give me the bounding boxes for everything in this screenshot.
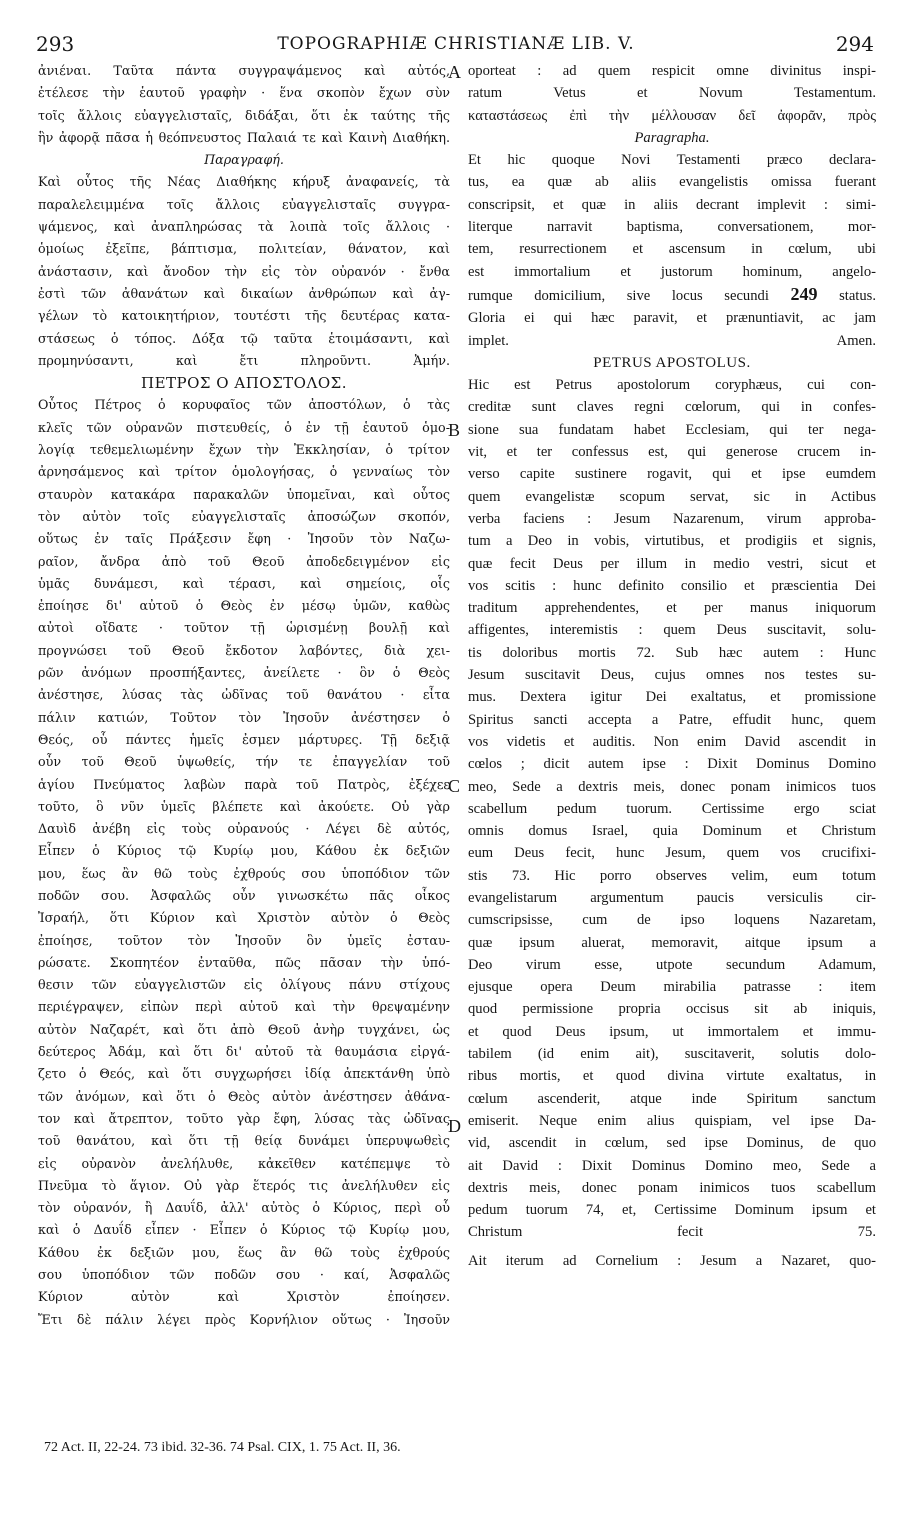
latin-line: Christum fecit 75.	[468, 1224, 876, 1241]
latin-line: traditum apprehendentes, et per manus iniquorum	[468, 600, 876, 617]
latin-line: evangelistarum argumentum paucis versiculis cir-	[468, 889, 876, 906]
greek-line: ΠΕΤΡΟΣ Ο ΑΠΟΣΤΟΛΟΣ.	[141, 374, 347, 393]
greek-line: ἁγίου Πνεύματος λαβὼν παρὰ τοῦ Πατρὸς, ἐξέχεε	[38, 776, 450, 792]
latin-line: quod permissione propria occisus sit ab iniquis,	[468, 1001, 876, 1018]
greek-line: Δαυὶδ ἀνέβη εἰς τοὺς οὐρανούς · Λέγει δὲ αὐτός,	[38, 821, 450, 837]
latin-line: ejusque opera Deum mirabilia patrasse : item	[468, 979, 876, 996]
latin-line: Ait iterum ad Cornelium : Jesum a Nazaret, quo-	[468, 1252, 876, 1269]
latin-line: creditæ sunt claves regni cœlorum, qui in confes-	[468, 399, 876, 416]
greek-line: αὐτοὶ οἴδατε · τοῦτον τῇ ὡρισμένῃ βουλῇ καὶ	[38, 620, 450, 636]
greek-line: ὁμοίως ἐξεῖπε, βάπτισμα, πολιτείαν, θάνατον, καὶ	[38, 241, 450, 257]
greek-line: σου ὑποπόδιον τῶν ποδῶν σου · καί, Ἀσφαλῶς	[38, 1267, 450, 1283]
greek-line: Κάθου ἐκ δεξιῶν μου, ἕως ἂν θῶ τοὺς ἐχθρούς	[38, 1244, 450, 1260]
greek-line: Εἶπεν ὁ Κύριος τῷ Κυρίῳ μου, Κάθου ἐκ δεξιῶν	[38, 843, 450, 859]
page-header	[30, 32, 882, 60]
latin-line: conscripsit, et quæ in aliis decrant implevit : simi-	[468, 196, 876, 213]
latin-line: meo, Sede a dextris meis, donec ponam inimicos tuos	[468, 778, 876, 795]
latin-line: Deo virum esse, utpote secundum Adamum,	[468, 956, 876, 973]
latin-line: cumscripsisse, cum de ipso loquens Nazaretam,	[468, 912, 876, 929]
page-number-right: 294	[835, 32, 874, 56]
latin-line: tem, resurrectionem et ascensum in cœlum, ubi	[468, 241, 876, 258]
greek-line: ποδῶν σου. Ἀσφαλῶς οὖν γινωσκέτω πᾶς οἶκος	[38, 887, 450, 903]
greek-line: καὶ ὁ Δαυΐδ εἶπεν · Εἶπεν ὁ Κύριος τῷ Κυρίῳ μου,	[38, 1222, 450, 1238]
greek-line: περιέγραψεν, εἰπὼν περὶ αὐτοῦ καὶ τὴν θρεψαμένην	[38, 999, 450, 1015]
greek-line: Καὶ οὗτος τῆς Νέας Διαθήκης κήρυξ ἀναφανείς, τὰ	[38, 174, 450, 190]
latin-line: Et hic quoque Novi Testamenti præco declara-	[468, 152, 876, 169]
greek-line: τὸν αὐτὸν τοῖς εὐαγγελισταῖς ἀποσώζων σκοπόν,	[38, 508, 450, 524]
greek-line: αὐτὸν Ναζαρέτ, καὶ ὅτι ἀπὸ Θεοῦ ἀνὴρ τυγχάνει, ὡς	[38, 1021, 450, 1037]
greek-line: προγνώσει τοῦ Θεοῦ ἔκδοτον λαβόντες, διὰ χει-	[38, 642, 450, 658]
greek-line: Ἔτι δὲ πάλιν λέγει πρὸς Κορνήλιον οὕτως · Ἰησοῦν	[38, 1311, 450, 1327]
latin-line: mus. Dextera igitur Dei exaltatus, et promissione	[468, 689, 876, 706]
greek-line: Θεός, οὗ πάντες ἡμεῖς ἐσμεν μάρτυρες. Τῇ δεξιᾷ	[38, 731, 450, 747]
latin-line: quæ ipsum aluerat, memoravit, aitque ipsum a	[468, 934, 876, 951]
greek-line: σταυρὸν κατακάρα παρακαλῶν ὑπομεῖναι, καὶ οὗτος	[38, 486, 450, 502]
latin-column	[468, 60, 876, 1272]
latin-line: vid, ascendit in cœlum, sed ipse Dominus, de quo	[468, 1135, 876, 1152]
greek-line: τον καὶ ἄτρεπτον, τοῦτο γὰρ ἔφη, λύσας τὰς ὠδῖνας	[38, 1110, 450, 1126]
greek-line: ἣν ἀφορᾷ πᾶσα ἡ θεόπνευστος Παλαιά τε καὶ Καινὴ Διαθήκη.	[38, 129, 450, 145]
greek-line: κλεῖς τῶν οὐρανῶν πιστευθείς, ὁ ἐν τῇ ἑαυτοῦ ὁμο-	[38, 419, 450, 435]
page-number-left: 293	[36, 32, 75, 56]
greek-line: ρῶν ἀνόμων προσπήξαντες, ἀνείλετε · ὃν ὁ Θεὸς	[38, 665, 450, 681]
margin-letter-c: C	[448, 776, 461, 796]
greek-line: ψάμενος, καὶ ἀναπληρώσας τὰ λοιπὰ τοῖς ἄλλοις ·	[38, 219, 450, 235]
latin-line: καταστάσεως ἐπὶ τὴν μέλλουσαν δεῖ ἀφορᾶν, πρὸς	[468, 107, 876, 124]
greek-line: ἀνέστησε, λύσας τὰς ὠδῖνας τοῦ θανάτου · εἶτα	[38, 687, 450, 703]
greek-line: οὖν τοῦ Θεοῦ ὑψωθείς, τήν τε ἐπαγγελίαν τοῦ	[38, 754, 450, 770]
greek-line: ἐποίησε, τοῦτον τὸν Ἰησοῦν ὃν ὑμεῖς ἐσταυ-	[38, 932, 450, 948]
greek-line: λογίᾳ τεθεμελιωμένην ἔχων τὴν Ἐκκλησίαν, ὁ τρίτον	[38, 442, 450, 458]
greek-line: ραῖον, ἄνδρα ἀπὸ τοῦ Θεοῦ ἀποδεδειγμένον εἰς	[38, 553, 450, 569]
margin-letter-a: A	[448, 62, 461, 82]
latin-line: oporteat : ad quem respicit omne divinitus inspi-	[468, 63, 876, 79]
latin-line: verba faciens : Jesum Nazarenum, virum approba-	[468, 510, 876, 527]
greek-line: Παραγραφή.	[204, 152, 284, 168]
latin-line: omnis domus Israel, quia Dominum et Christum	[468, 823, 876, 840]
greek-line: ζετο ὁ Θεός, καὶ ὅτι συγχωρήσει ἰδίᾳ ἀπεκτάνθη ὑπὸ	[38, 1066, 450, 1082]
latin-line: stis 73. Hic porro observes velim, eum totum	[468, 867, 876, 884]
margin-letter-d: D	[448, 1116, 461, 1136]
greek-line: στάσεως ὁ τόπος. Δόξα τῷ ταῦτα ἑτοιμάσαντι, καὶ	[38, 330, 450, 346]
greek-line: Οὗτος Πέτρος ὁ κορυφαῖος τῶν ἀποστόλων, ὁ τὰς	[38, 397, 450, 413]
latin-line: cœlos ; dicit autem ipse : Dixit Dominus Domino	[468, 756, 876, 773]
greek-column	[38, 60, 450, 1331]
latin-line: tus, ea quæ ab aliis evangelistis omissa fuerant	[468, 174, 876, 191]
latin-line: vit, et ter confessus est, qui generose crucem in-	[468, 444, 876, 461]
greek-line: τὸν οὐρανόν, ἢ Δαυΐδ, ἀλλ' αὐτὸς ὁ Κύριος, περὶ οὗ	[38, 1200, 450, 1216]
greek-line: οὕτως ἐν ταῖς Πράξεσιν ἔφη · Ἰησοῦν τὸν Ναζω-	[38, 531, 450, 547]
greek-line: εἰς οὐρανὸν ἀνελήλυθε, κἀκεῖθεν κατέπεμψε τὸ	[38, 1155, 450, 1171]
latin-line: tum a Deo in vobis, virtutibus, et prodigiis et signis,	[468, 533, 876, 550]
latin-line: PETRUS APOSTOLUS.	[593, 354, 751, 371]
latin-line: Spiritus sancti accepta a Patre, effudit hunc, quem	[468, 711, 876, 728]
latin-line: pedum tuorum 74, et, Certissime Dominum ipsum et	[468, 1202, 876, 1219]
latin-line: Jesum suscitavit Deus, cujus omnes nos testes su-	[468, 667, 876, 684]
latin-line: eum Deus fecit, hunc Jesum, quem vos crucifixi-	[468, 845, 876, 862]
latin-line: tabilem (id enim ait), suscitaverit, solutis dolo-	[468, 1046, 876, 1063]
latin-line: rumque domicilium, sive locus secundi 249 status.	[468, 283, 876, 304]
latin-line: literque narravit baptisma, conversationem, mor-	[468, 219, 876, 236]
latin-line: Hic est Petrus apostolorum coryphæus, cui con-	[468, 377, 876, 394]
greek-line: δεύτερος Ἀδάμ, καὶ ὅτι δι' αὐτοῦ τὰ θαυμάσια εἰργά-	[38, 1044, 450, 1060]
latin-line: ribus mortis, et quod divina virtute exaltatus, in	[468, 1068, 876, 1085]
greek-line: ἐποίησε δι' αὐτοῦ ὁ Θεὸς ἐν μέσῳ ὑμῶν, καθὼς	[38, 598, 450, 614]
latin-line: emiserit. Neque enim alius quispiam, vel ipse Da-	[468, 1112, 876, 1129]
greek-line: ἀνιέναι. Ταῦτα πάντα συγγραψάμενος καὶ αὐτός,	[38, 63, 450, 78]
latin-line: vos scitis : hunc definito consilio et præscientia Dei	[468, 577, 876, 594]
greek-line: ἀρνησάμενος καὶ τρίτον ὁμολογήσας, ὁ γενναίως τὸν	[38, 464, 450, 480]
latin-line: et quod Deus ipsum, ut immortalem et immu-	[468, 1023, 876, 1040]
greek-line: Πνεῦμα τὸ ἅγιον. Οὐ γὰρ ἕτερός τις ἀνελήλυθεν εἰς	[38, 1177, 450, 1193]
latin-line: sione sua fundatam habet Ecclesiam, qui ter nega-	[468, 421, 876, 438]
greek-line: τῶν ἀνόμων, καὶ ὅτι ὁ Θεὸς αὐτὸν ἀνέστησεν ἀθάνα-	[38, 1088, 450, 1104]
latin-line: cœlum ascenderit, atque inde Spiritum sanctum	[468, 1090, 876, 1107]
greek-line: θεσιν τῶν εὐαγγελιστῶν εἰς ὀλίγους πάνυ στίχους	[38, 977, 450, 993]
latin-line: Paragrapha.	[634, 129, 710, 146]
greek-line: τοῦτο, ὃ νῦν ὑμεῖς βλέπετε καὶ ἀκούετε. Οὐ γὰρ	[38, 798, 450, 814]
greek-line: Ἰσραήλ, ὅτι Κύριον καὶ Χριστὸν αὐτὸν ὁ Θεὸς	[38, 910, 450, 926]
greek-line: μου, ἕως ἂν θῶ τοὺς ἐχθρούς σου ὑποπόδιον τῶν	[38, 865, 450, 881]
margin-letter-b: B	[448, 420, 461, 440]
greek-line: παραλελειμμένα τοῖς ἄλλοις εὐαγγελισταῖς συγγρα-	[38, 196, 450, 212]
latin-line: dextris meis, donec ponam inimicos tuos scabellum	[468, 1179, 876, 1196]
latin-line: quem evangelistæ scopum servat, sic in Actibus	[468, 488, 876, 505]
latin-line: verso capite sustinere rogavit, qui et ipse eumdem	[468, 466, 876, 483]
greek-line: ρώσατε. Σκοπητέον ἐνταῦθα, πῶς πᾶσαν τὴν ὑπό-	[38, 954, 450, 970]
page-marker: 249	[790, 283, 818, 304]
greek-line: πάλιν κατιών, Τοῦτον τὸν Ἰησοῦν ἀνέστησεν ὁ	[38, 709, 450, 725]
latin-line: implet. Amen.	[468, 332, 876, 349]
latin-line: affigentes, interemistis : quem Deus suscitavit, solu-	[468, 622, 876, 639]
running-title: TOPOGRAPHIÆ CHRISTIANÆ LIB. V.	[277, 34, 635, 54]
latin-line: Gloria ei qui hæc paravit, et prænuntiavit, ac jam	[468, 310, 876, 327]
greek-line: γέλων τὸ κατοικητήριον, τουτέστι τῆς δευτέρας κατα-	[38, 308, 450, 324]
latin-line: tis doloribus mortis 72. Sub hæc autem : Hunc	[468, 644, 876, 661]
greek-line: τοῖς ἄλλοις εὐαγγελισταῖς, διδάξαι, ὅτι ἐκ ταύτης τῆς	[38, 107, 450, 123]
greek-line: ἀνάστασιν, καὶ ἄνοδον τὴν εἰς τὸν οὐρανόν · ἔνθα	[38, 263, 450, 279]
greek-line: τοῦ θανάτου, καὶ ὅτι τῇ θείᾳ δυνάμει ὑπερυψωθεὶς	[38, 1133, 450, 1149]
latin-line: est immortalium et justorum hominum, angelo-	[468, 263, 876, 280]
latin-line: scabellum pedum tuorum. Certissime ergo sciat	[468, 800, 876, 817]
footnotes: 72 Act. II, 22-24. 73 ibid. 32-36. 74 Psal. CIX, 1. 75 Act. II, 36.	[44, 1440, 401, 1455]
latin-line: ratum Vetus et Novum Testamentum.	[468, 85, 876, 102]
greek-line: Κύριον αὐτὸν καὶ Χριστὸν ἐποίησεν.	[38, 1289, 450, 1305]
latin-line: ait David : Dixit Dominus Domino meo, Sede a	[468, 1157, 876, 1174]
greek-line: προμηνύσαντι, καὶ ἔτι πληροῦντι. Ἀμήν.	[38, 352, 450, 368]
greek-line: ὑμᾶς δυνάμεσι, καὶ τέρασι, καὶ σημείοις, οἷς	[38, 575, 450, 591]
greek-line: ἐτέλεσε τὴν ἑαυτοῦ γραφὴν · ἕνα σκοπὸν ἔχων σὺν	[38, 85, 450, 101]
greek-line: ἐστὶ τῶν ἀθανάτων καὶ δικαίων ἀνθρώπων καὶ ἀγ-	[38, 285, 450, 301]
latin-line: quæ fecit Deus per illum in medio vestri, sicut et	[468, 555, 876, 572]
latin-line: vos videtis et auditis. Non enim David ascendit in	[468, 733, 876, 750]
